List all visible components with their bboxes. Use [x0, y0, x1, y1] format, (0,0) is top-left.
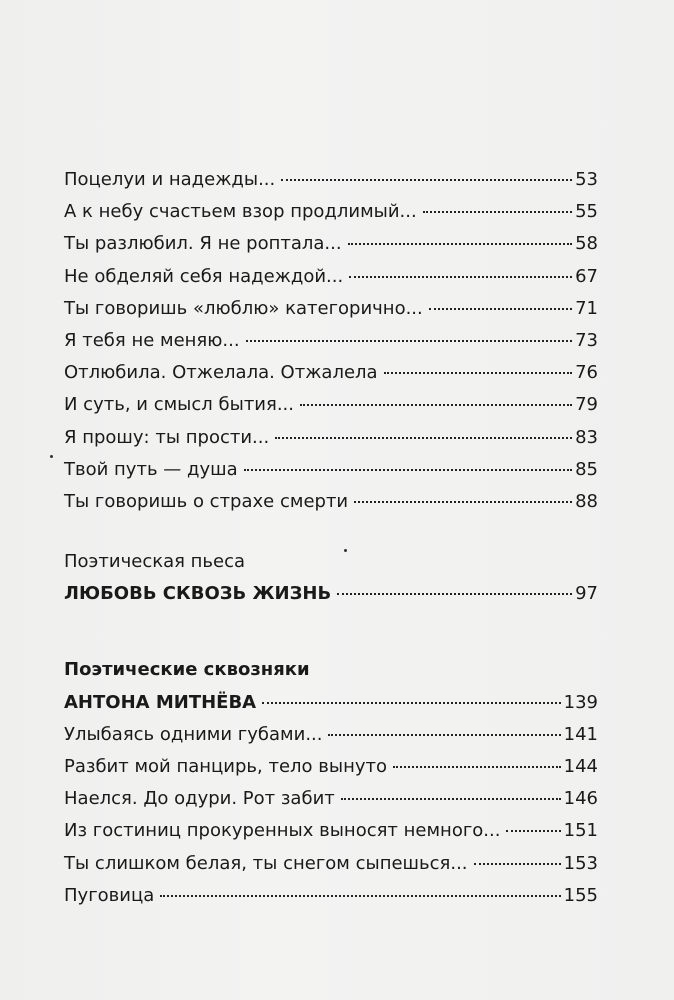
- toc-entry-title: Я тебя не меняю...: [64, 329, 240, 351]
- toc-entry-title: Пуговица: [64, 884, 155, 906]
- toc-entry-page: 79: [575, 394, 598, 416]
- toc-entry-page: 151: [563, 820, 598, 842]
- dot-leader: [275, 437, 572, 439]
- toc-entry-page: 144: [563, 756, 598, 777]
- toc-entry[interactable]: [64, 848, 598, 880]
- table-of-contents: [64, 164, 598, 912]
- toc-entry[interactable]: [64, 228, 598, 260]
- toc-entry-page: 146: [563, 788, 598, 810]
- toc-entry-play[interactable]: [64, 578, 598, 610]
- toc-group-main: [64, 164, 598, 518]
- dot-leader: [300, 404, 572, 406]
- dot-leader: [423, 211, 572, 213]
- toc-entry-page: 71: [575, 297, 598, 319]
- toc-entry-title: Твой путь — душа: [64, 458, 238, 480]
- toc-entry[interactable]: [64, 719, 598, 751]
- drafts-heading: Поэтические сквозняки: [64, 659, 310, 681]
- dot-leader: [393, 766, 561, 768]
- dot-leader: [429, 308, 572, 310]
- toc-entry-title: Не обделяй себя надеждой...: [64, 265, 344, 287]
- toc-entry-title: Улыбаясь одними губами...: [64, 723, 323, 745]
- toc-entry[interactable]: [64, 325, 598, 357]
- toc-entry[interactable]: [64, 261, 598, 293]
- toc-entry[interactable]: [64, 486, 598, 518]
- toc-entry-page: 67: [575, 265, 598, 287]
- dot-leader: [341, 798, 561, 800]
- dot-leader: [328, 734, 560, 736]
- dot-leader: [474, 863, 561, 865]
- toc-entry-page: 88: [575, 490, 598, 512]
- toc-entry-page: 73: [575, 329, 598, 351]
- toc-entry-title: Ты разлюбил. Я не роптала...: [64, 233, 342, 255]
- toc-entry-title: Из гостиниц прокуренных выносят немного...: [64, 820, 501, 842]
- toc-entry-title: Отлюбила. Отжелала. Отжалела: [64, 362, 378, 384]
- toc-entry-page: 97: [575, 583, 598, 605]
- toc-entry[interactable]: [64, 196, 598, 228]
- toc-entry-page: 139: [563, 691, 598, 713]
- toc-entry-page: 53: [575, 169, 598, 190]
- toc-entry[interactable]: [64, 422, 598, 454]
- bleed-through-decoration: [222, 92, 230, 116]
- toc-entry-title: Ты говоришь «люблю» категорично...: [64, 297, 423, 319]
- toc-entry-title: Ты слишком белая, ты снегом сыпешься...: [64, 852, 468, 874]
- toc-entry-title: Наелся. До одури. Рот забит: [64, 788, 335, 810]
- dot-leader: [262, 702, 561, 704]
- print-speck: [344, 549, 347, 552]
- dot-leader: [506, 830, 560, 832]
- toc-entry-drafts[interactable]: [64, 687, 598, 719]
- toc-entry-page: 83: [575, 426, 598, 448]
- play-subtitle: Поэтическая пьеса: [64, 551, 246, 573]
- dot-leader: [337, 593, 572, 595]
- toc-entry[interactable]: [64, 164, 598, 196]
- toc-entry-page: 85: [575, 458, 598, 480]
- toc-entry-title: ЛЮБОВЬ СКВОЗЬ ЖИЗНЬ: [64, 583, 332, 605]
- dot-leader: [348, 243, 573, 245]
- dot-leader: [349, 276, 572, 278]
- toc-entry-title: А к небу счастьем взор продлимый...: [64, 201, 417, 223]
- toc-entry-page: 55: [575, 201, 598, 223]
- dot-leader: [244, 469, 573, 471]
- dot-leader: [354, 501, 572, 503]
- print-speck: [50, 455, 53, 458]
- toc-entry-page: 141: [563, 723, 598, 745]
- toc-entry-page: 76: [575, 362, 598, 384]
- dot-leader: [384, 372, 573, 374]
- toc-entry-page: 58: [575, 233, 598, 255]
- toc-entry[interactable]: [64, 454, 598, 486]
- toc-entry-title: Разбит мой панцирь, тело вынуто: [64, 756, 388, 777]
- toc-entry-title: Поцелуи и надежды...: [64, 169, 276, 190]
- toc-entry[interactable]: [64, 389, 598, 421]
- toc-entry[interactable]: [64, 783, 598, 815]
- toc-entry-title: Ты говоришь о страхе смерти: [64, 490, 349, 512]
- dot-leader: [246, 340, 573, 342]
- toc-entry[interactable]: [64, 357, 598, 389]
- dot-leader: [160, 895, 560, 897]
- dot-leader: [281, 179, 572, 181]
- toc-entry[interactable]: [64, 293, 598, 325]
- toc-entry-title: АНТОНА МИТНЁВА: [64, 691, 257, 713]
- toc-entry-page: 155: [563, 884, 598, 906]
- toc-entry[interactable]: [64, 751, 598, 783]
- toc-group-drafts: [64, 719, 598, 912]
- toc-entry-title: И суть, и смысл бытия...: [64, 394, 294, 416]
- toc-entry-title: Я прошу: ты прости...: [64, 426, 270, 448]
- toc-entry[interactable]: [64, 815, 598, 847]
- toc-entry-page: 153: [563, 852, 598, 874]
- toc-entry[interactable]: [64, 880, 598, 912]
